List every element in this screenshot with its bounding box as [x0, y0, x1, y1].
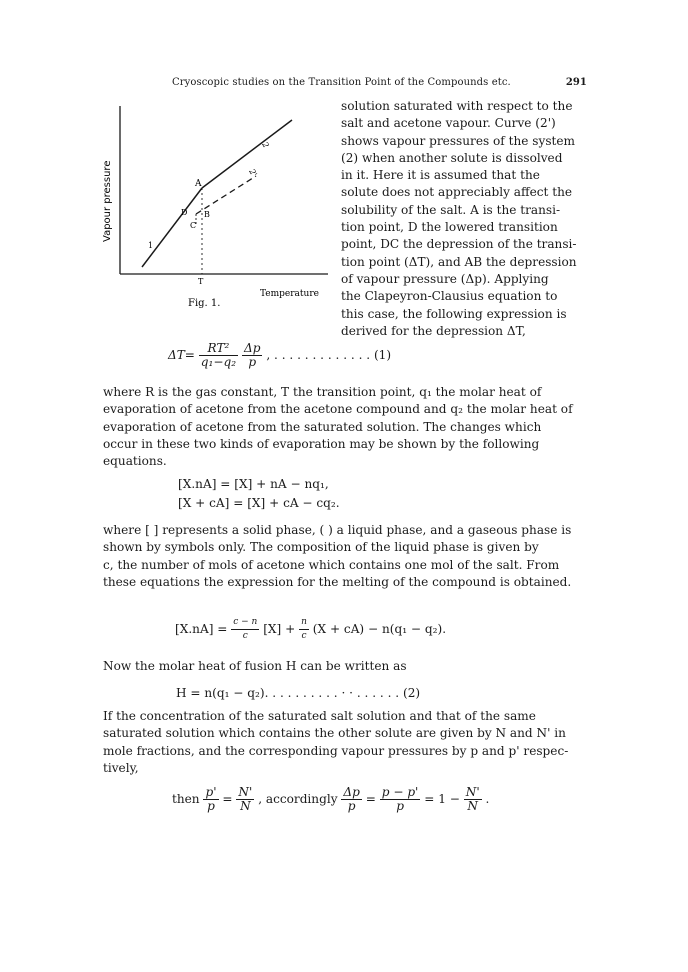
melt-rhs: (X + cA) − n(q₁ − q₂). — [312, 622, 447, 636]
label-T: T — [198, 277, 204, 286]
text-line: Now the molar heat of fusion H can be written as — [103, 659, 407, 673]
text-line: where [ ] represents a solid phase, ( ) a liquid phase, and a gaseous phase is — [103, 523, 572, 537]
melt-f1-num: c − n — [231, 616, 259, 630]
final-f5-den: N — [467, 799, 479, 813]
final-f5-num: N' — [465, 785, 480, 799]
final-fraction-4 — [380, 786, 421, 813]
final-equation — [172, 786, 489, 813]
final-fraction-2 — [236, 786, 254, 813]
text-line: solubility of the salt. A is the transi- — [341, 202, 561, 217]
text-line: c, the number of mols of acetone which contains one mol of the salt. From — [103, 557, 560, 572]
text-line: where R is the gas constant, T the transition point, q₁ the molar heat of — [103, 385, 542, 399]
figure-caption: Fig. 1. — [188, 298, 221, 309]
final-then: then — [172, 792, 200, 806]
label-B: B — [204, 210, 210, 219]
text-line: these equations the expression for the melting of the compound is obtained. — [103, 574, 572, 589]
text-line: tion point (ΔT), and AB the depression — [341, 254, 577, 269]
reaction-equations — [178, 475, 340, 513]
label-A: A — [195, 179, 202, 189]
final-end: . — [485, 792, 490, 806]
label-D: D — [181, 208, 188, 217]
melt-lhs: [X.nA] = — [175, 622, 228, 636]
paragraph-2 — [103, 522, 583, 591]
eq1-fraction-1 — [199, 342, 238, 369]
x-axis-label: Temperature — [260, 289, 319, 299]
paragraph-3 — [103, 658, 583, 675]
text-line: equations. — [103, 454, 167, 469]
melt-f2-den: c — [301, 631, 307, 641]
eq2-text: H = n(q₁ − q₂). . . . . . . . . . · · . . . . . . (2) — [176, 686, 421, 700]
running-header — [132, 77, 587, 91]
text-line: occur in these two kinds of evaporation may be shown by the following — [103, 436, 540, 451]
right-column-text — [341, 98, 581, 340]
text-line: this case, the following expression is — [341, 306, 567, 321]
melt-fraction-1 — [231, 616, 259, 643]
text-line: saturated solution which contains the other solute are given by N and N' in — [103, 726, 566, 741]
melt-mid: [X] + — [263, 622, 296, 636]
text-line: If the concentration of the saturated salt solution and that of the same — [103, 709, 536, 723]
final-f2-den: N — [240, 799, 251, 813]
text-line: shows vapour pressures of the system — [341, 133, 576, 148]
final-f1-den: p — [207, 799, 215, 813]
paragraph-4 — [103, 708, 583, 777]
text-line: tively, — [103, 760, 139, 775]
eq1-f1-den: q₁−q₂ — [200, 355, 237, 369]
curve-2 — [202, 120, 292, 188]
final-f3-den: p — [347, 799, 356, 813]
curve-label-1: 1 — [148, 241, 154, 250]
reaction-1: [X.nA] = [X] + nA − nq₁, — [178, 477, 329, 491]
final-fraction-5 — [464, 786, 482, 813]
text-line: of vapour pressure (Δp). Applying — [341, 271, 549, 286]
melting-equation — [175, 616, 446, 643]
figure-1 — [96, 100, 336, 310]
text-line: salt and acetone vapour. Curve (2') — [341, 116, 556, 131]
text-line: in it. Here it is assumed that the — [341, 168, 540, 183]
eq1-f2-num: Δp — [243, 341, 261, 355]
final-f1-num: p' — [205, 785, 217, 799]
equation-2 — [176, 686, 420, 700]
curve-label-2-prime: 2' — [247, 167, 259, 179]
text-line: shown by symbols only. The composition of the liquid phase is given by — [103, 540, 539, 555]
label-C: C — [190, 221, 197, 230]
final-f4-num: p − p' — [381, 785, 419, 799]
final-one-minus: = 1 − — [424, 792, 460, 806]
text-line: solution saturated with respect to the — [341, 99, 573, 113]
eq1-fraction-2 — [242, 342, 262, 369]
final-f2-num: N' — [238, 785, 253, 799]
melt-fraction-2 — [299, 616, 309, 643]
final-f4-den: p — [396, 799, 404, 813]
paragraph-1 — [103, 384, 583, 470]
melt-f1-den: c — [242, 631, 248, 641]
text-line: solute does not appreciably affect the — [341, 185, 573, 200]
text-line: point, DC the depression of the transi- — [341, 237, 577, 252]
eq1-f1-num: RT² — [199, 342, 238, 356]
curve-label-2: 2 — [260, 140, 271, 150]
y-axis-label: Vapour pressure — [102, 160, 113, 242]
phase-diagram — [96, 100, 336, 310]
melt-f2-num: n — [299, 616, 309, 630]
running-title: Cryoscopic studies on the Transition Point of the Compounds etc. — [172, 77, 511, 88]
text-line: evaporation of acetone from the saturated solution. The changes which — [103, 419, 542, 434]
page-number: 291 — [565, 77, 587, 88]
final-eq-sign: = — [222, 792, 233, 806]
eq1-dots: , . . . . . . . . . . . . . (1) — [266, 348, 392, 362]
final-fraction-1 — [203, 786, 218, 813]
text-line: derived for the depression ΔT, — [341, 323, 526, 338]
eq1-lhs: ΔT= — [168, 348, 195, 362]
final-fraction-3 — [341, 786, 361, 813]
equation-1 — [168, 342, 391, 369]
text-line: mole fractions, and the corresponding vapour pressures by p and p' respec- — [103, 743, 569, 758]
final-eq-sign-2: = — [365, 792, 376, 806]
final-f3-num: Δp — [343, 785, 360, 799]
text-line: evaporation of acetone from the acetone compound and q₂ the molar heat of — [103, 402, 573, 417]
text-line: the Clapeyron-Clausius equation to — [341, 289, 558, 304]
text-line: (2) when another solute is dissolved — [341, 150, 563, 165]
eq1-f2-den: p — [248, 355, 257, 369]
final-accordingly: , accordingly — [258, 792, 338, 806]
reaction-2: [X + cA] = [X] + cA − cq₂. — [178, 496, 340, 510]
text-line: tion point, D the lowered transition — [341, 220, 558, 235]
curve-2-prime — [196, 176, 256, 214]
